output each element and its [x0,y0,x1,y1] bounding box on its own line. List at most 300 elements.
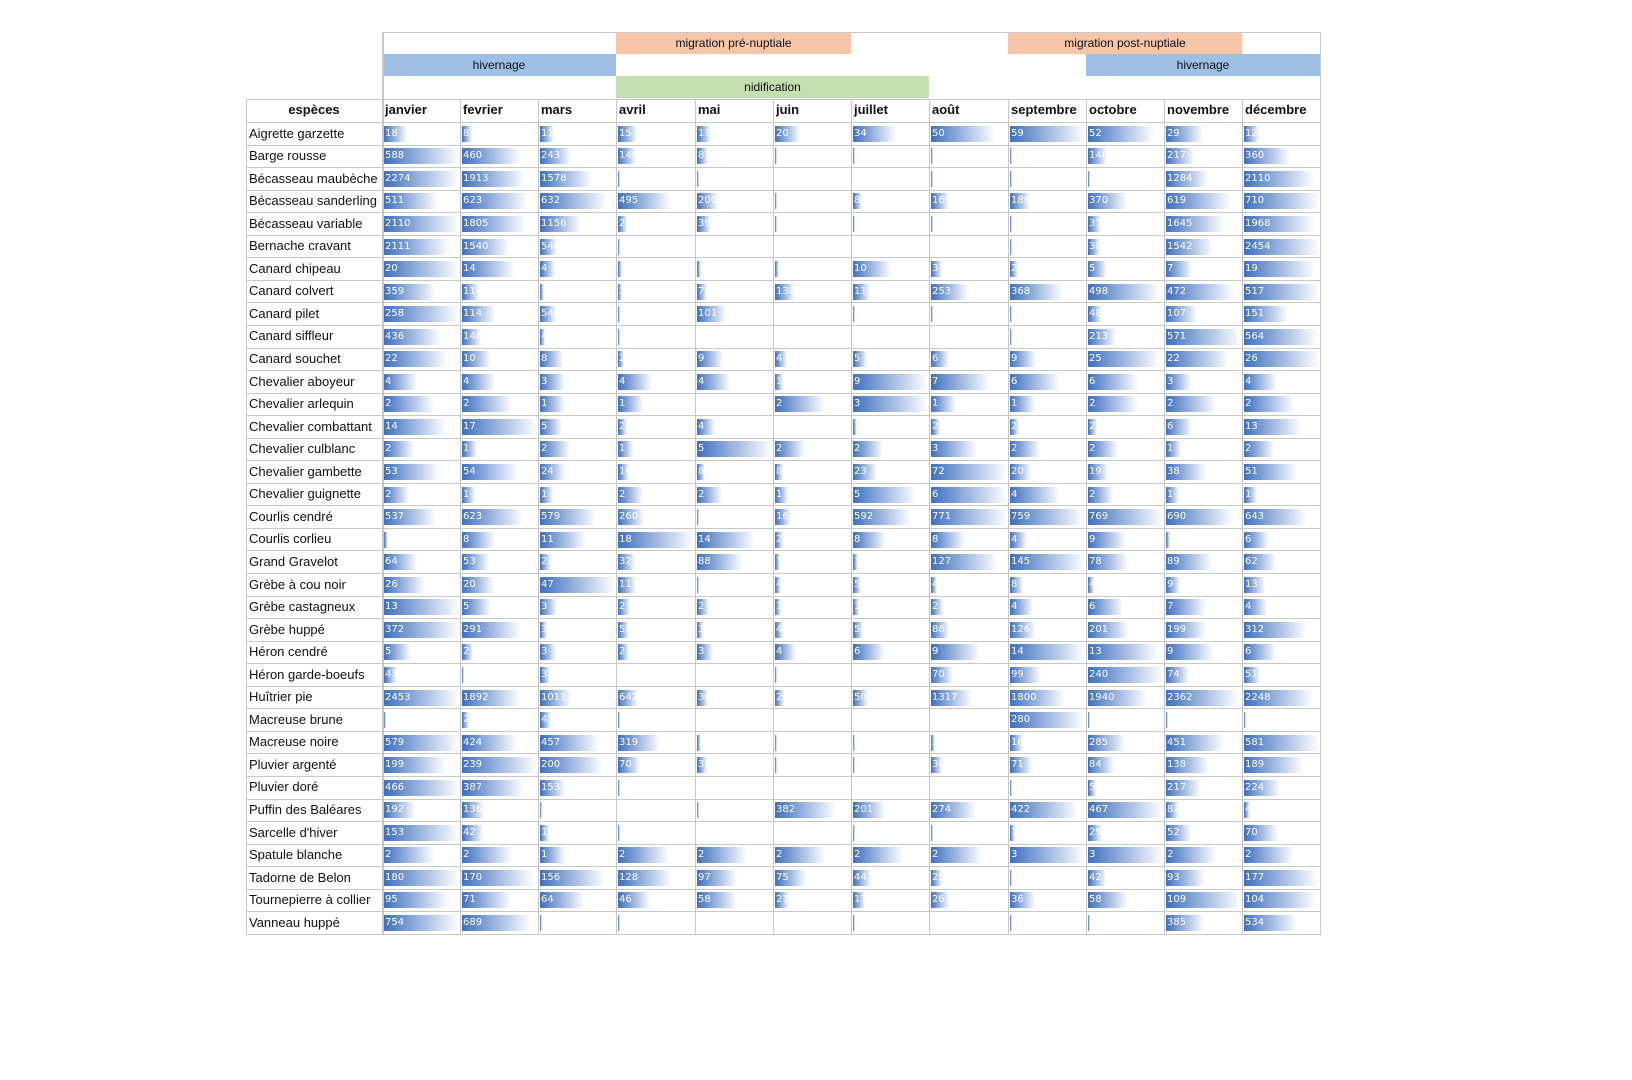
period-band-migration-pré-nuptiale: migration pré-nuptiale [616,32,851,54]
data-label: 2 [1089,420,1096,432]
data-label: 5 [385,646,392,658]
data-label: 10 [1011,826,1024,838]
data-label: 14 [698,533,711,545]
species-name: Bécasseau sanderling [249,193,377,209]
data-label: 2 [1089,443,1096,455]
data-label: 29 [1089,826,1102,838]
column-divider [1320,32,1321,934]
data-label: 11 [698,127,711,139]
month-header-mars: mars [541,102,573,117]
data-label: 136 [463,804,483,816]
data-label: 579 [385,736,405,748]
data-label: 3 [698,646,705,658]
data-label: 619 [1167,195,1187,207]
data-label: 370 [1089,195,1109,207]
data-label [619,239,620,255]
data-label: 3 [932,263,939,275]
data-label: 20 [385,263,398,275]
data-label: 31 [541,668,554,680]
species-name: Chevalier combattant [249,418,372,434]
row-divider [246,753,1321,754]
data-label: 14 [1011,646,1024,658]
data-label: 2 [1011,263,1018,275]
data-label: 771 [932,511,952,523]
data-label: 30 [932,736,945,748]
data-label: 10 [854,556,867,568]
data-label: 632 [541,195,561,207]
data-label: 8 [1011,578,1018,590]
data-label: 472 [1167,285,1187,297]
data-label: 18 [385,127,398,139]
data-label: 1645 [1167,217,1193,229]
data-label: 1156 [541,217,567,229]
data-label: 571 [1167,330,1187,342]
data-label: 7 [1167,601,1174,613]
data-label: 2110 [385,217,411,229]
data-label [1089,915,1090,931]
row-divider [246,325,1321,326]
data-label: 544 [541,240,561,252]
data-label: 1 [854,601,861,613]
row-divider [246,235,1321,236]
data-label: 70 [932,668,945,680]
species-name: Canard pilet [249,305,320,321]
species-name: Bécasseau maubèche [249,170,378,186]
species-name: Grèbe huppé [249,621,325,637]
data-label: 114 [463,285,483,297]
data-label: 3 [1167,375,1174,387]
data-label: 1317 [932,691,958,703]
data-label: 6 [932,353,939,365]
data-label: 84 [854,195,867,207]
data-label: 6 [1011,375,1018,387]
data-label: 25 [463,714,476,726]
data-label [385,712,386,728]
data-label: 291 [463,623,483,635]
data-label: 192 [385,804,405,816]
data-label: 2 [619,646,626,658]
data-label: 99 [1011,668,1024,680]
data-label: 48 [1089,308,1102,320]
data-label [854,757,855,773]
column-divider [695,99,696,934]
data-label: 58 [698,894,711,906]
species-name: Canard siffleur [249,328,334,344]
data-label: 9 [1167,578,1174,590]
data-label: 3 [1089,849,1096,861]
data-label [1011,780,1012,796]
period-band-nidification: nidification [616,76,929,98]
data-label: 534 [1245,917,1265,929]
row-divider [246,122,1321,123]
data-label: 17 [463,420,476,432]
data-label: 5 [698,443,705,455]
data-label: 4 [776,646,783,658]
data-label: 4 [619,375,626,387]
data-label: 8 [776,466,783,478]
data-label: 2274 [385,172,411,184]
species-name: Macreuse brune [249,711,343,727]
data-label: 38 [1167,466,1180,478]
data-label: 2362 [1167,691,1193,703]
data-label: 4 [1245,601,1252,613]
species-column-header: espèces [288,102,340,117]
data-label: 71 [1011,759,1024,771]
data-label: 285 [1089,736,1109,748]
data-label [776,735,777,751]
data-label: 18 [619,533,632,545]
data-label [1011,239,1012,255]
row-divider [246,844,1321,845]
data-label: 177 [1245,871,1265,883]
data-label: 126 [1011,623,1031,635]
data-label: 22 [385,353,398,365]
data-label: 3 [854,398,861,410]
data-label [1011,915,1012,931]
data-label: 146 [1089,150,1109,162]
column-divider [538,99,539,934]
data-label: 690 [1167,511,1187,523]
data-label: 10 [619,466,632,478]
month-header-janvier: janvier [385,102,427,117]
data-label: 82 [1167,804,1180,816]
species-name: Héron garde-boeufs [249,666,365,682]
data-label: 15 [619,127,632,139]
column-divider [851,99,852,934]
data-label: 17 [854,894,867,906]
data-label: 4 [698,375,705,387]
column-divider [773,99,774,934]
data-label: 86 [932,623,945,635]
data-label: 2 [385,443,392,455]
data-label: 2 [619,849,626,861]
data-label: 26 [1245,353,1258,365]
data-label: 19 [1089,466,1102,478]
data-label: 2 [776,443,783,455]
data-label: 5 [854,578,861,590]
data-label: 390 [698,217,718,229]
data-label: 2 [776,849,783,861]
data-label [776,193,777,209]
data-label: 101 [698,308,718,320]
data-label [1011,870,1012,886]
data-label: 4 [463,375,470,387]
data-label: 424 [463,736,483,748]
data-label: 42 [1089,871,1102,883]
column-divider [460,99,461,934]
species-name: Pluvier argenté [249,756,337,772]
species-name: Bécasseau variable [249,215,363,231]
data-label: 25 [1089,353,1102,365]
species-name: Tournepierre à collier [249,892,371,908]
data-label: 54 [463,466,476,478]
data-label: 422 [1011,804,1031,816]
data-label: 5 [1089,263,1096,275]
data-label: 280 [776,691,796,703]
data-label [932,216,933,232]
data-label: 2 [385,398,392,410]
column-divider [929,99,930,934]
data-label: 1 [541,488,548,500]
data-label: 2 [463,646,470,658]
data-label: 24 [541,466,554,478]
data-label: 23 [854,466,867,478]
data-label: 9 [698,353,705,365]
table-top-border [246,99,1321,100]
data-label: 88 [698,556,711,568]
data-label [619,915,620,931]
data-label: 1968 [1245,217,1271,229]
data-label: 1 [541,398,548,410]
data-label [854,148,855,164]
row-divider [246,641,1321,642]
species-name: Sarcelle d'hiver [249,824,338,840]
species-name: Canard chipeau [249,260,341,276]
column-divider [1164,99,1165,934]
data-label: 1 [776,375,783,387]
data-label: 97 [698,871,711,883]
data-label: 200 [698,195,718,207]
period-band-migration-post-nuptiale: migration post-nuptiale [1008,32,1242,54]
column-divider [1242,99,1243,934]
species-name: Chevalier gambette [249,463,362,479]
data-label: 2 [698,601,705,613]
data-label: 689 [463,917,483,929]
row-divider [246,190,1321,191]
data-label: 1 [541,849,548,861]
data-label: 9 [1167,646,1174,658]
data-label: 240 [1089,668,1109,680]
species-name: Vanneau huppé [249,914,340,930]
data-label: 759 [1011,511,1031,523]
row-divider [246,483,1321,484]
data-label: 14 [463,263,476,275]
band-top-border [382,32,1320,33]
data-label: 115 [854,285,874,297]
data-label: 258 [385,308,405,320]
data-label: 30 [698,623,711,635]
data-label: 59 [1011,127,1024,139]
month-header-novembre: novembre [1167,102,1230,117]
data-label: 140 [619,150,639,162]
data-label: 52 [1089,127,1102,139]
data-label [1089,171,1090,187]
species-name: Aigrette garzette [249,125,345,141]
data-label: 14 [385,420,398,432]
data-label: 2 [385,488,392,500]
row-divider [246,731,1321,732]
data-label: 40 [776,623,789,635]
data-label [932,306,933,322]
data-label: 5 [541,420,548,432]
data-label: 380 [1089,240,1109,252]
data-label: 8 [463,127,470,139]
species-name: Chevalier aboyeur [249,373,355,389]
data-label: 1 [1167,533,1174,545]
data-label: 6 [1089,375,1096,387]
species-name: Puffin des Baléares [249,802,362,817]
data-label: 457 [541,736,561,748]
data-label: 180 [385,871,405,883]
data-label: 359 [385,285,405,297]
row-divider [246,596,1321,597]
data-label: 114 [463,308,483,320]
data-label: 50 [932,127,945,139]
data-label: 136 [776,285,796,297]
data-label: 32 [619,556,632,568]
data-label: 51 [1245,466,1258,478]
data-label [854,825,855,841]
data-label: 3 [541,646,548,658]
data-label: 1 [463,443,470,455]
data-label: 8 [854,533,861,545]
row-divider [246,821,1321,822]
data-label: 2 [1011,443,1018,455]
data-label: 588 [385,150,405,162]
data-label: 40 [541,330,554,342]
data-label: 3 [932,443,939,455]
data-label: 274 [932,804,952,816]
data-label: 11 [619,578,632,590]
data-label: 4 [1011,488,1018,500]
month-header-fevrier: fevrier [463,102,503,117]
data-label: 4 [541,263,548,275]
data-label: 2 [619,353,626,365]
month-header-août: août [932,102,960,117]
data-label [932,148,933,164]
data-label: 2 [1245,398,1252,410]
data-label: 4 [385,375,392,387]
data-label: 592 [854,511,874,523]
data-label: 8 [932,533,939,545]
data-label: 25 [932,871,945,883]
data-label: 2110 [1245,172,1271,184]
data-label [619,712,620,728]
row-divider [246,708,1321,709]
data-label: 2453 [385,691,411,703]
data-label: 189 [1245,759,1265,771]
data-label: 42 [463,826,476,838]
data-label: 104 [1245,894,1265,906]
row-divider [246,393,1321,394]
data-label: 2 [776,533,783,545]
data-label: 769 [1089,511,1109,523]
row-divider [246,550,1321,551]
data-label: 64 [385,556,398,568]
data-label: 2 [541,443,548,455]
row-divider [246,618,1321,619]
data-label: 250 [619,217,639,229]
data-label: 30 [541,285,554,297]
data-label: 52 [619,623,632,635]
data-label: 10 [776,556,789,568]
data-label: 1 [776,263,783,275]
data-label: 623 [463,511,483,523]
row-divider [246,889,1321,890]
data-label: 109 [1167,894,1187,906]
species-name: Macreuse noire [249,734,339,750]
data-label: 10 [463,353,476,365]
species-name: Héron cendré [249,644,328,660]
data-label: 22 [1167,353,1180,365]
data-label: 360 [1245,150,1265,162]
data-label [776,216,777,232]
data-label: 3 [1011,849,1018,861]
data-label: 5 [854,488,861,500]
data-label: 33 [698,759,711,771]
species-name: Chevalier guignette [249,486,362,502]
data-label: 467 [1089,804,1109,816]
row-divider [246,799,1321,800]
data-label: 70 [698,285,711,297]
data-label [619,171,620,187]
data-label: 4 [776,353,783,365]
data-label [619,306,620,322]
data-label: 4 [1089,578,1096,590]
data-label: 13 [385,601,398,613]
data-label: 2 [619,488,626,500]
data-label: 20 [1011,466,1024,478]
species-name: Courlis corlieu [249,531,332,547]
row-divider [246,776,1321,777]
row-divider [246,302,1321,303]
data-label: 581 [1245,736,1265,748]
data-label: 564 [1245,330,1265,342]
data-label: 368 [1011,285,1031,297]
data-label: 47 [541,578,554,590]
data-label: 13 [1089,646,1102,658]
data-label: 52 [1167,826,1180,838]
species-name: Grand Gravelot [249,553,338,569]
row-divider [246,663,1321,664]
data-label [1245,712,1246,728]
row-divider [246,686,1321,687]
data-label: 4 [1011,533,1018,545]
data-label: 2 [854,443,861,455]
column-divider [382,32,384,934]
data-label: 579 [541,511,561,523]
data-label: 199 [1167,623,1187,635]
data-label [463,667,464,683]
data-label: 84 [1089,759,1102,771]
data-label [698,509,699,525]
month-header-décembre: décembre [1245,102,1307,117]
data-label: 5 [463,601,470,613]
data-label: 100 [1011,736,1031,748]
data-label: 6 [1167,420,1174,432]
month-header-juin: juin [776,102,800,117]
data-label: 224 [1245,781,1265,793]
data-label: 517 [1245,285,1265,297]
data-label [541,915,542,931]
data-label: 2 [1167,849,1174,861]
data-label: 21 [776,894,789,906]
data-label: 2 [932,420,939,432]
species-name: Grèbe castagneux [249,599,356,615]
data-label: 4 [1011,601,1018,613]
month-header-avril: avril [619,102,646,117]
data-label: 1 [1167,488,1174,500]
data-label: 1 [619,443,626,455]
data-label: 387 [463,781,483,793]
data-label [776,757,777,773]
data-label [1011,216,1012,232]
data-label: 319 [619,736,639,748]
data-label: 4 [1245,375,1252,387]
data-label [619,780,620,796]
row-divider [246,370,1321,371]
data-label: 370 [1089,217,1109,229]
